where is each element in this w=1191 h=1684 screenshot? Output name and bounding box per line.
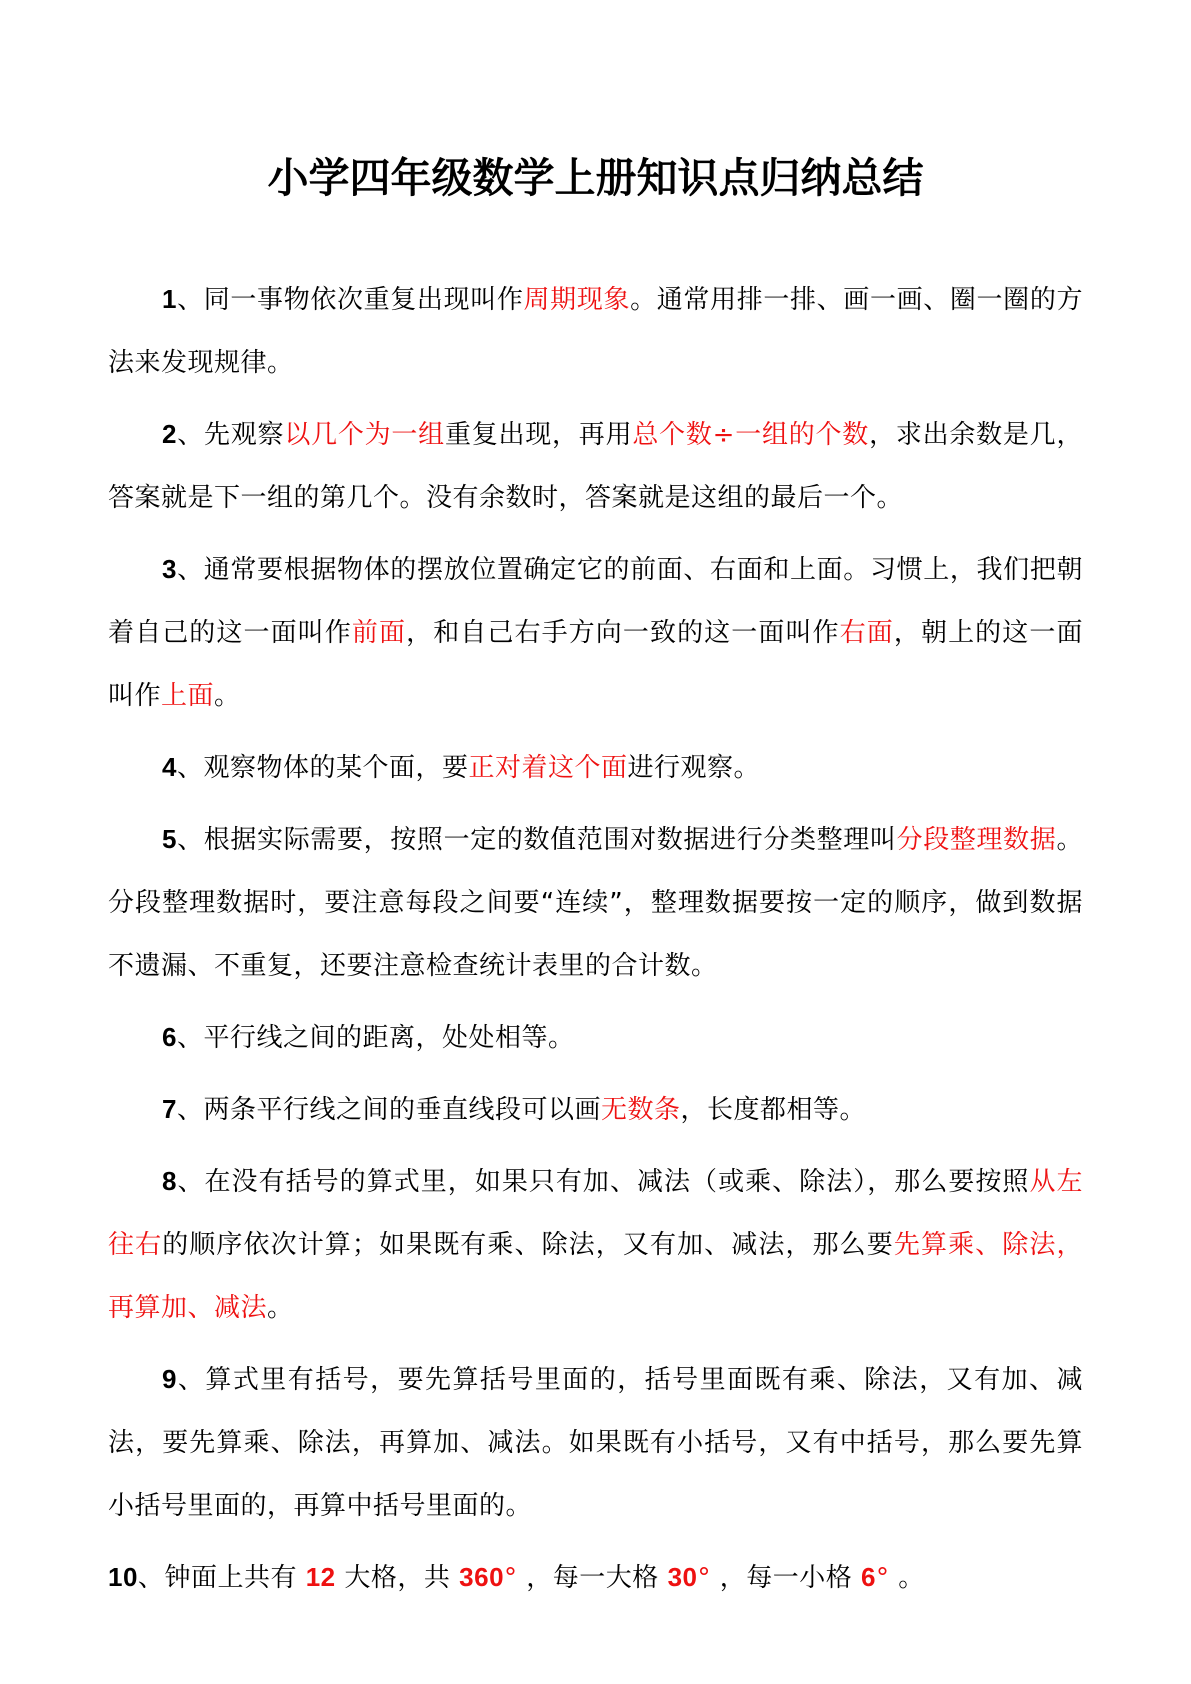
point-separator: 、 <box>176 1095 204 1125</box>
point-separator: 、 <box>176 420 205 450</box>
highlighted-term: ° <box>504 1563 518 1593</box>
point-text: 两条平行线之间的垂直线段可以画 <box>203 1095 601 1125</box>
knowledge-point-2 <box>108 403 1083 530</box>
highlighted-term: 先算乘、除法，再算加、减法 <box>108 1230 1083 1323</box>
point-text: 的顺序依次计算；如果既有乘、除法，又有加、减法，那么要 <box>162 1230 894 1260</box>
knowledge-point-4 <box>108 736 1083 800</box>
point-number: 10 <box>108 1562 138 1592</box>
point-text: 平行线之间的距离，处处相等。 <box>203 1023 575 1053</box>
point-number: 9 <box>162 1364 177 1394</box>
highlighted-term: 总个数÷一组的个数 <box>632 420 870 450</box>
highlighted-term: 右面 <box>839 618 894 648</box>
point-separator: 、 <box>176 1023 204 1053</box>
point-text: ，每一小格 <box>711 1563 862 1593</box>
point-text: 在没有括号的算式里，如果只有加、减法（或乘、除法），那么要按照 <box>204 1167 1030 1197</box>
knowledge-point-3 <box>108 538 1083 728</box>
point-text: ，求出余数是几，答案就是下一组的第几个。没有余数时，答案就是这组的最后一个。 <box>108 420 1083 513</box>
highlighted-term: 无数条 <box>601 1095 681 1125</box>
point-text: ，长度都相等。 <box>680 1095 867 1125</box>
highlighted-term: ° <box>876 1563 890 1593</box>
point-separator: 、 <box>176 555 204 585</box>
point-text: 。分段整理数据时，要注意每段之间要“连续”，整理数据要按一定的顺序，做到数据不遗漏、不重复，还要注意检查统计表里的合计数。 <box>108 825 1083 981</box>
knowledge-point-8 <box>108 1150 1083 1340</box>
knowledge-point-6 <box>108 1006 1083 1070</box>
highlighted-term: 前面 <box>351 618 407 648</box>
highlighted-term: 正对着这个面 <box>468 753 628 783</box>
point-text: 算式里有括号，要先算括号里面的，括号里面既有乘、除法，又有加、减法，要先算乘、除法，再算加、减法。如果既有小括号，又有中括号，那么要先算小括号里面的，再算中括号里面的。 <box>108 1365 1083 1521</box>
point-text: 。 <box>267 1293 294 1323</box>
highlighted-term: 上面 <box>161 681 215 711</box>
knowledge-point-9 <box>108 1348 1083 1538</box>
point-text: ，每一大格 <box>517 1563 668 1593</box>
highlighted-term: 12 <box>305 1562 336 1592</box>
point-separator: 、 <box>176 285 204 315</box>
point-separator: 、 <box>176 753 204 783</box>
point-number: 2 <box>162 419 177 449</box>
point-separator: 、 <box>176 1365 206 1395</box>
knowledge-point-7 <box>108 1078 1083 1142</box>
highlighted-term: 以几个为一组 <box>284 420 445 450</box>
highlighted-term: 6 <box>861 1562 876 1592</box>
point-text: 同一事物依次重复出现叫作 <box>203 285 524 315</box>
point-text: 。 <box>889 1563 925 1593</box>
point-text: 钟面上共有 <box>164 1563 306 1593</box>
point-separator: 、 <box>176 825 204 855</box>
point-separator: 、 <box>137 1563 165 1593</box>
document-title: 小学四年级数学上册知识点归纳总结 <box>267 154 924 202</box>
point-number: 1 <box>162 284 177 314</box>
point-text: ，朝上的这一面叫作 <box>108 618 1083 711</box>
point-text: 进行观察。 <box>627 753 761 783</box>
point-number: 5 <box>162 824 177 854</box>
knowledge-point-10 <box>108 1546 1083 1610</box>
highlighted-term: 周期现象 <box>523 285 631 315</box>
highlighted-term: 从左往右 <box>108 1167 1083 1260</box>
point-text: 先观察 <box>204 420 285 450</box>
point-text: 根据实际需要，按照一定的数值范围对数据进行分类整理叫 <box>203 825 897 855</box>
point-text: 。 <box>214 681 241 711</box>
point-number: 8 <box>162 1166 177 1196</box>
point-text: 观察物体的某个面，要 <box>203 753 469 783</box>
highlighted-term: 360 <box>459 1562 505 1592</box>
knowledge-point-5 <box>108 808 1083 998</box>
highlighted-term: 分段整理数据 <box>896 825 1057 855</box>
point-number: 3 <box>162 554 177 584</box>
knowledge-points-list <box>108 268 1083 1618</box>
point-separator: 、 <box>176 1167 205 1197</box>
point-text: 通常要根据物体的摆放位置确定它的前面、右面和上面。习惯上，我们把朝着自己的这一面叫作 <box>108 555 1083 648</box>
highlighted-term: 30 <box>667 1562 698 1592</box>
point-text: 重复出现，再用 <box>444 420 633 450</box>
point-number: 7 <box>162 1094 177 1124</box>
point-text: 。通常用排一排、画一画、圈一圈的方法来发现规律。 <box>108 285 1083 378</box>
point-number: 4 <box>162 752 177 782</box>
knowledge-point-1 <box>108 268 1083 395</box>
highlighted-term: ° <box>697 1563 711 1593</box>
point-text: 大格，共 <box>335 1563 460 1593</box>
point-text: ，和自己右手方向一致的这一面叫作 <box>406 618 840 648</box>
point-number: 6 <box>162 1022 177 1052</box>
